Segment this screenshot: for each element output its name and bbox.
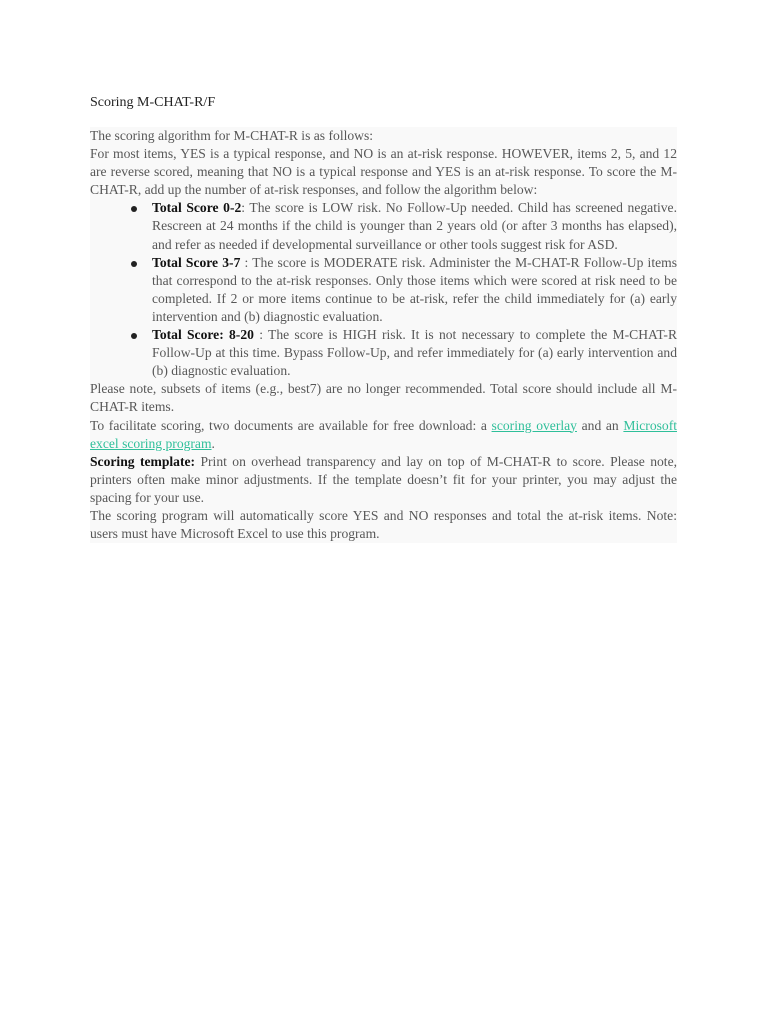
score-item-low: [152, 199, 677, 253]
score-item-high: [152, 326, 677, 380]
score-text: : The score is MODERATE risk. Administer the M-CHAT-R Follow-Up items that correspond to the at-risk responses. Only those items which were scored at risk need to be completed. If 2 or more items continue to be at-risk, refer the child immediately for (a) early intervention and (b) diagnostic evaluation.: [152, 254, 677, 324]
score-item-moderate: [152, 254, 677, 326]
excel-scoring-program-link[interactable]: Microsoft excel scoring program: [90, 417, 678, 451]
intro-paragraph: The scoring algorithm for M-CHAT-R is as follows:: [90, 128, 374, 143]
subsets-note: Please note, subsets of items (e.g., best7) are no longer recommended. Total score should include all M-CHAT-R items.: [90, 381, 677, 415]
template-text: Print on overhead transparency and lay on top of M-CHAT-R to score. Please note, printers often make minor adjustments. If the template doesn’t fit for your printer, you may adjust the spacing for your use.: [90, 453, 678, 505]
bullet-icon: [131, 261, 137, 267]
facilitate-text: and an: [576, 417, 624, 433]
bullet-icon: [131, 333, 137, 339]
facilitate-paragraph: [90, 417, 677, 453]
score-text: : The score is LOW risk. No Follow-Up needed. Child has screened negative. Rescreen at 24 months if the child is younger than 2 years old (or after 3 months has elapsed), and refer as needed if developmental surveillance or other tools suggest risk for ASD.: [152, 200, 677, 252]
scoring-paragraph: For most items, YES is a typical response, and NO is an at-risk response. HOWEVER, items 2, 5, and 12 are reverse scored, meaning that NO is a typical response and YES is an at-risk response. To score the M-CHAT-R, add up the number of at-risk responses, and follow the algorithm below:: [90, 146, 677, 198]
score-text: : The score is HIGH risk. It is not necessary to complete the M-CHAT-R Follow-Up at this time. Bypass Follow-Up, and refer immediately for (a) early intervention and (b) diagnostic evaluation.: [152, 327, 678, 379]
scoring-overlay-link[interactable]: scoring overlay: [491, 417, 577, 433]
score-label: Total Score 0-2: [152, 200, 242, 216]
facilitate-text: .: [211, 435, 215, 451]
bullet-icon: [131, 206, 137, 212]
template-label: Scoring template:: [90, 453, 196, 469]
score-list: [90, 199, 677, 380]
facilitate-text: To facilitate scoring, two documents are available for free download: a: [90, 417, 492, 433]
template-paragraph: [90, 453, 677, 507]
score-label: Total Score 3-7: [152, 254, 241, 270]
score-label: Total Score: 8-20: [152, 327, 254, 343]
document-content: [90, 127, 677, 543]
document-title: Scoring M-CHAT-R/F: [90, 95, 216, 110]
program-note: The scoring program will automatically score YES and NO responses and total the at-risk items. Note: users must have Microsoft Excel to use this program.: [90, 507, 677, 542]
